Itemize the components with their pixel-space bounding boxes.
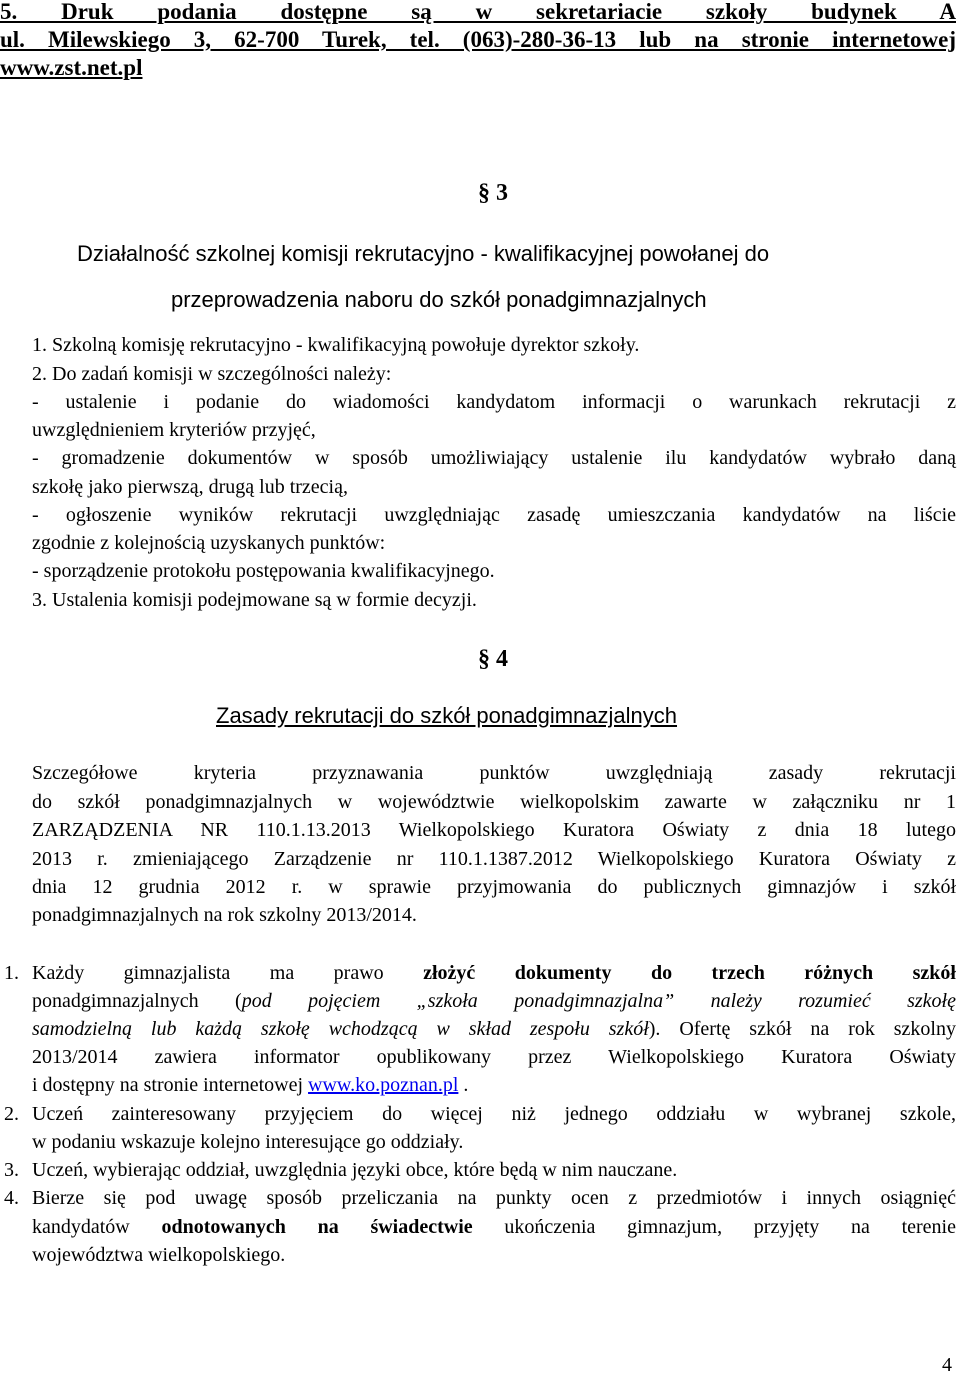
- section-4-intro-line-5: dnia 12 grudnia 2012 r. w sprawie przyjmowania do publicznych gimnazjów i szkół: [32, 876, 956, 898]
- list-item-3-line-1: Uczeń, wybierając oddział, uwzględnia języki obce, które będą w nim nauczane.: [32, 1159, 678, 1181]
- section-3-paragraph-2-line-8: - sporządzenie protokołu postępowania kwalifikacyjnego.: [32, 560, 495, 582]
- list-item-1-line-2: [32, 988, 956, 1014]
- section-3-paragraph-2-line-1: 2. Do zadań komisji w szczególności należy:: [32, 363, 392, 385]
- list-item-1-line-4: 2013/2014 zawiera informator opublikowany przez Wielkopolskiego Kuratora Oświaty: [32, 1046, 956, 1068]
- list-item-1-text: i dostępny na stronie internetowej: [32, 1074, 309, 1096]
- section-4-symbol: § 4: [478, 646, 508, 672]
- page-number: 4: [942, 1354, 952, 1376]
- item-5-line-2: ul. Milewskiego 3, 62-700 Turek, tel. (063)-280-36-13 lub na stronie internetowej: [0, 27, 956, 52]
- section-3-paragraph-1: 1. Szkolną komisję rekrutacyjno - kwalifikacyjną powołuje dyrektor szkoły.: [32, 334, 640, 356]
- list-item-1-text: Każdy gimnazjalista ma prawo: [32, 962, 424, 984]
- list-item-1-bold: złożyć dokumenty do trzech różnych szkół: [423, 962, 956, 984]
- list-item-4-text: ukończenia gimnazjum, przyjęty na terenie: [472, 1216, 956, 1238]
- list-item-2-number: 2.: [4, 1103, 19, 1125]
- item-5-line-3: www.zst.net.pl: [0, 55, 143, 80]
- section-4-intro-line-4: 2013 r. zmieniającego Zarządzenie nr 110.1.1387.2012 Wielkopolskiego Kuratora Oświaty z: [32, 848, 956, 870]
- list-item-4-line-2: [32, 1214, 956, 1240]
- kuratorium-website-link[interactable]: www.ko.poznan.pl: [308, 1074, 459, 1096]
- list-item-2-line-1: Uczeń zainteresowany przyjęciem do więcej niż jednego oddziału w wybranej szkole,: [32, 1103, 956, 1125]
- list-item-1-text: ). Ofertę szkół na rok szkolny: [648, 1018, 956, 1040]
- section-3-paragraph-3: 3. Ustalenia komisji podejmowane są w formie decyzji.: [32, 589, 477, 611]
- list-item-1-number: 1.: [4, 962, 19, 984]
- list-item-3-number: 3.: [4, 1159, 19, 1181]
- list-item-1-line-3: [32, 1016, 956, 1042]
- list-item-4-number: 4.: [4, 1187, 19, 1209]
- item-5-line-1: 5. Druk podania dostępne są w sekretariacie szkoły budynek A: [0, 0, 956, 24]
- section-3-paragraph-2-line-2: - ustalenie i podanie do wiadomości kandydatom informacji o warunkach rekrutacji z: [32, 391, 956, 413]
- section-4-intro-line-6: ponadgimnazjalnych na rok szkolny 2013/2014.: [32, 904, 417, 926]
- list-item-4-text: kandydatów: [32, 1216, 162, 1238]
- section-3-title-line-2: przeprowadzenia naboru do szkół ponadgimnazjalnych: [171, 287, 707, 312]
- list-item-1-italic: pod pojęciem „szkoła ponadgimnazjalna” należy rozumieć szkołę: [241, 990, 956, 1012]
- list-item-4-line-1: Bierze się pod uwagę sposób przeliczania na punkty ocen z przedmiotów i innych osiągnięć: [32, 1187, 956, 1209]
- list-item-4-bold: odnotowanych na świadectwie: [161, 1216, 473, 1238]
- section-3-title-line-1: Działalność szkolnej komisji rekrutacyjno - kwalifikacyjnej powołanej do: [77, 241, 770, 266]
- section-4-title: Zasady rekrutacji do szkół ponadgimnazjalnych: [216, 703, 678, 728]
- section-3-symbol: § 3: [478, 180, 508, 206]
- list-item-4-line-3: województwa wielkopolskiego.: [32, 1244, 286, 1266]
- section-4-intro-line-1: Szczegółowe kryteria przyznawania punktów uwzględniają zasady rekrutacji: [32, 762, 956, 784]
- list-item-1-text: ponadgimnazjalnych (: [32, 990, 242, 1012]
- list-item-1-italic: samodzielną lub każdą szkołę wchodzącą w skład zespołu szkół: [32, 1018, 649, 1040]
- section-4-intro-line-3: ZARZĄDZENIA NR 110.1.13.2013 Wielkopolskiego Kuratora Oświaty z dnia 18 lutego: [32, 819, 956, 841]
- list-item-1-line-1: [32, 960, 956, 986]
- section-3-paragraph-2-line-7: zgodnie z kolejnością uzyskanych punktów:: [32, 532, 386, 554]
- section-3-paragraph-2-line-3: uwzględnieniem kryteriów przyjęć,: [32, 419, 316, 441]
- section-3-paragraph-2-line-4: - gromadzenie dokumentów w sposób umożliwiający ustalenie ilu kandydatów wybrało daną: [32, 447, 956, 469]
- section-3-paragraph-2-line-6: - ogłoszenie wyników rekrutacji uwzględniając zasadę umieszczania kandydatów na liście: [32, 504, 956, 526]
- list-item-2-line-2: w podaniu wskazuje kolejno interesujące go oddziały.: [32, 1131, 464, 1153]
- section-4-intro-line-2: do szkół ponadgimnazjalnych w województwie wielkopolskim zawarte w załączniku nr 1: [32, 791, 956, 813]
- list-item-1-line-5: [32, 1072, 468, 1098]
- section-3-paragraph-2-line-5: szkołę jako pierwszą, drugą lub trzecią,: [32, 476, 348, 498]
- list-item-1-text: .: [458, 1074, 469, 1096]
